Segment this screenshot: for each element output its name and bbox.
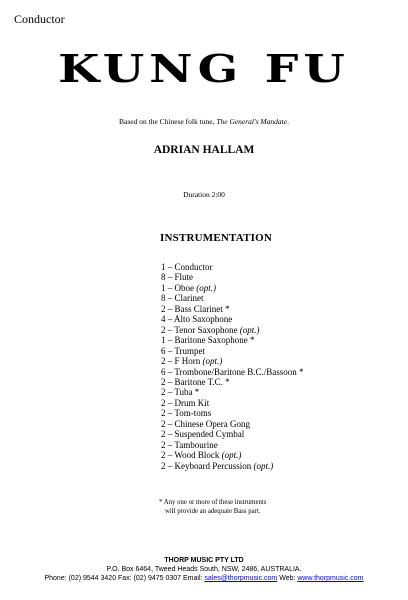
instrument-item [161, 450, 304, 460]
instrument-label: 2 – Tom-toms [161, 408, 212, 419]
instrument-label: 2 – Chinese Opera Gong [161, 418, 250, 429]
instrument-item [161, 304, 304, 314]
composer-name: ADRIAN HALLAM [153, 144, 255, 156]
piece-title: KUNG FU [58, 46, 350, 91]
instrument-item [161, 346, 304, 356]
website-link[interactable]: www.thorpmusic.com [297, 575, 364, 582]
instrument-label: 2 – Keyboard Percussion [161, 460, 254, 471]
footnote-line-2: will provide an adequate Bass part. [165, 508, 261, 515]
web-prefix: Web: [277, 575, 298, 582]
instrument-label: 8 – Clarinet [161, 293, 204, 304]
instrument-label: 2 – Tambourine [161, 439, 218, 450]
instrument-item [161, 335, 304, 345]
optional-note: (opt.) [202, 356, 223, 367]
instrumentation-list [161, 262, 304, 471]
instrument-item [161, 377, 304, 387]
instrument-item [161, 272, 304, 282]
instrument-item [161, 440, 304, 450]
instrument-label: 2 – Wood Block [161, 450, 222, 461]
footnote-line-1: * Any one or more of these instruments [159, 499, 267, 506]
instrument-item [161, 283, 304, 293]
instrumentation-heading: INSTRUMENTATION [160, 232, 272, 244]
instrument-label: 6 – Trumpet [161, 345, 206, 356]
footnote [159, 498, 266, 516]
instrument-item [161, 367, 304, 377]
instrument-item [161, 398, 304, 408]
instrument-label: 1 – Conductor [161, 262, 213, 272]
tune-name: The General's Mandate [216, 117, 288, 126]
instrument-label: 1 – Oboe [161, 282, 197, 293]
optional-note: (opt.) [239, 324, 260, 335]
instrument-label: 4 – Alto Saxophone [161, 314, 233, 325]
instrument-label: 1 – Baritone Saxophone * [161, 335, 255, 346]
publisher-address: P.O. Box 6464, Tweed Heads South, NSW, 2486, AUSTRALIA. [106, 566, 302, 573]
instrument-item [161, 293, 304, 303]
instrument-item [161, 429, 304, 439]
publisher-contact [0, 574, 408, 583]
contact-prefix: Phone: (02) 9544 3420 Fax: (02) 9475 0307 Email: [44, 575, 205, 582]
instrument-label: 2 – Baritone T.C. * [161, 376, 230, 387]
optional-note: (opt.) [196, 282, 216, 293]
instrument-item [161, 387, 304, 397]
instrument-label: 8 – Flute [161, 272, 194, 283]
instrument-label: 6 – Trombone/Baritone B.C./Bassoon * [161, 366, 304, 377]
instrument-item [161, 314, 304, 324]
based-on-prefix: Based on the Chinese folk tune, [119, 117, 217, 126]
instrument-item [161, 461, 304, 471]
instrument-label: 2 – Tenor Saxophone [161, 324, 240, 335]
duration: Duration 2:00 [183, 190, 225, 199]
instrument-label: 2 – Suspended Cymbal [161, 429, 245, 440]
instrument-item [161, 419, 304, 429]
optional-note: (opt.) [221, 450, 242, 461]
publisher-name: THORP MUSIC PTY LTD [164, 557, 244, 564]
instrument-item [161, 325, 304, 335]
based-on-suffix: . [287, 117, 289, 126]
instrument-label: 2 – F Horn [161, 356, 203, 367]
optional-note: (opt.) [253, 460, 274, 471]
instrument-item [161, 408, 304, 418]
instrument-item [161, 356, 304, 366]
part-name: Conductor [14, 12, 65, 26]
instrument-label: 2 – Bass Clarinet * [161, 303, 230, 314]
instrument-label: 2 – Drum Kit [161, 397, 210, 408]
based-on-line [0, 117, 408, 126]
instrument-label: 2 – Tuba * [161, 387, 200, 398]
instrument-item [161, 262, 304, 272]
publisher-footer [0, 556, 408, 583]
email-link[interactable]: sales@thorpmusic.com [204, 575, 278, 582]
